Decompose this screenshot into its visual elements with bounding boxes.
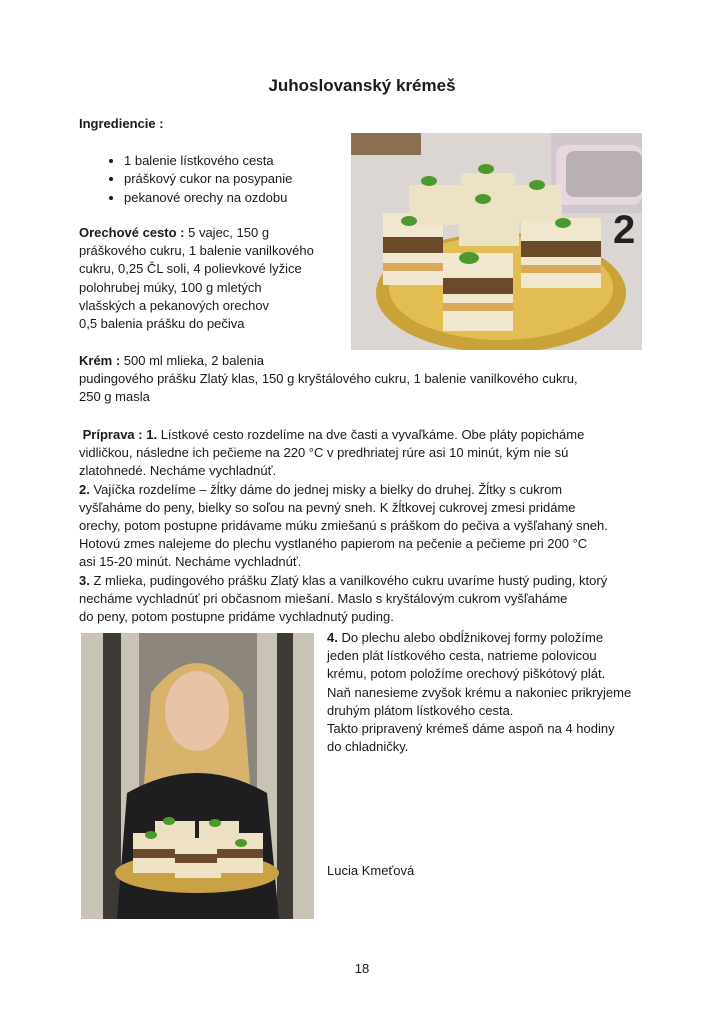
ingredient-item: • práškový cukor na posypanie (124, 170, 364, 188)
cream-line: 500 ml mlieka, 2 balenia (120, 353, 264, 368)
step-2 (79, 481, 657, 572)
step-4-line: krému, potom položíme orechový piškótový plát. (327, 666, 606, 682)
nut-dough-line: polohrubej múky, 100 g mletých (79, 279, 262, 295)
step-3-line: do peny, potom postupne pridáme vychladnutý puding. (79, 609, 394, 625)
nut-dough-line: práškového cukru, 1 balenie vanilkového (79, 243, 314, 259)
step-2-line: orechy, potom postupne pridávame múku zmiešanú s práškom do pečiva a vyšľahaný sneh. (79, 518, 608, 534)
cream-line: pudingového prášku Zlatý klas, 150 g kryštálového cukru, 1 balenie vanilkového cukru, (79, 371, 578, 387)
cream-line: 250 g masla (79, 389, 150, 405)
nut-dough-line: 0,5 balenia prášku do pečiva (79, 316, 245, 332)
cream-section (79, 352, 649, 407)
step-4-line: jeden plát lístkového cesta, natrieme polovicou (327, 648, 597, 664)
author-photo-illustration (81, 633, 314, 919)
step-4-line: do chladničky. (327, 739, 409, 755)
step-4-line: Takto pripravený krémeš dáme aspoň na 4 hodiny (327, 721, 615, 737)
step-1-number: 1. (142, 427, 158, 442)
step-3-number: 3. (79, 572, 90, 588)
recipe-title: Juhoslovanský krémeš (268, 76, 456, 95)
ingredients-heading: Ingrediencie : (79, 116, 164, 131)
cake-photo (351, 133, 642, 350)
step-2-line: Vajíčka rozdelíme – žĺtky dáme do jednej misky a bielky do druhej. Žĺtky s cukrom (89, 481, 563, 497)
author-photo (81, 633, 314, 919)
preparation-label: Príprava : (82, 427, 143, 442)
step-1-line: Lístkové cesto rozdelíme na dve časti a vyvaľkáme. Obe pláty popicháme (157, 427, 585, 442)
step-2-line: Hotovú zmes nalejeme do plechu vystlaného papierom na pečenie a pečieme pri 200 °C (79, 536, 588, 552)
step-2-line: asi 15-20 minút. Necháme vychladnúť. (79, 554, 302, 570)
step-2-line: vyšľaháme do peny, bielky so soľou na pevný sneh. K žĺtkovej cukrovej zmesi pridáme (79, 499, 576, 515)
step-4-line: Naň nanesieme zvyšok krému a nakoniec prikryjeme (327, 684, 632, 700)
ingredients-list (104, 152, 364, 207)
nut-dough-line: cukru, 0,25 ČL soli, 4 polievkové lyžice (79, 261, 302, 277)
ingredient-item: • 1 balenie lístkového cesta (124, 152, 364, 170)
nut-dough-label: Orechové cesto : (79, 225, 185, 240)
step-4-line: druhým plátom lístkového cesta. (327, 702, 514, 718)
preparation-section (79, 426, 657, 626)
step-4-line: Do plechu alebo obdĺžnikovej formy položíme (337, 630, 604, 645)
cream-label: Krém : (79, 353, 121, 368)
step-3-line: Z mlieka, pudingového prášku Zlatý klas a vanilkového cukru uvaríme hustý puding, ktorý (89, 572, 608, 588)
step-3-line: necháme vychladnúť pri občasnom miešaní. Maslo s kryštálovým cukrom vyšľaháme (79, 590, 568, 606)
nut-dough-line: vlašských a pekanových orechov (79, 297, 270, 313)
cake-photo-illustration (351, 133, 642, 350)
nut-dough-section (79, 224, 347, 333)
step-1-line: vidličkou, následne ich pečieme na 220 °C v predhriatej rúre asi 10 minút, kým nie sú (79, 445, 569, 461)
page-number: 18 (354, 961, 370, 976)
ingredient-item: • pekanové orechy na ozdobu (124, 189, 364, 207)
step-1 (79, 426, 657, 481)
nut-dough-line: 5 vajec, 150 g (184, 225, 270, 240)
step-3 (79, 572, 657, 627)
step-2-number: 2. (79, 481, 90, 497)
author-name: Lucia Kmeťová (327, 863, 415, 878)
step-1-line: zlatohnedé. Necháme vychladnúť. (79, 463, 277, 479)
step-4-number: 4. (327, 630, 338, 645)
step-4 (327, 629, 657, 756)
plate-number: 2 (613, 208, 636, 252)
